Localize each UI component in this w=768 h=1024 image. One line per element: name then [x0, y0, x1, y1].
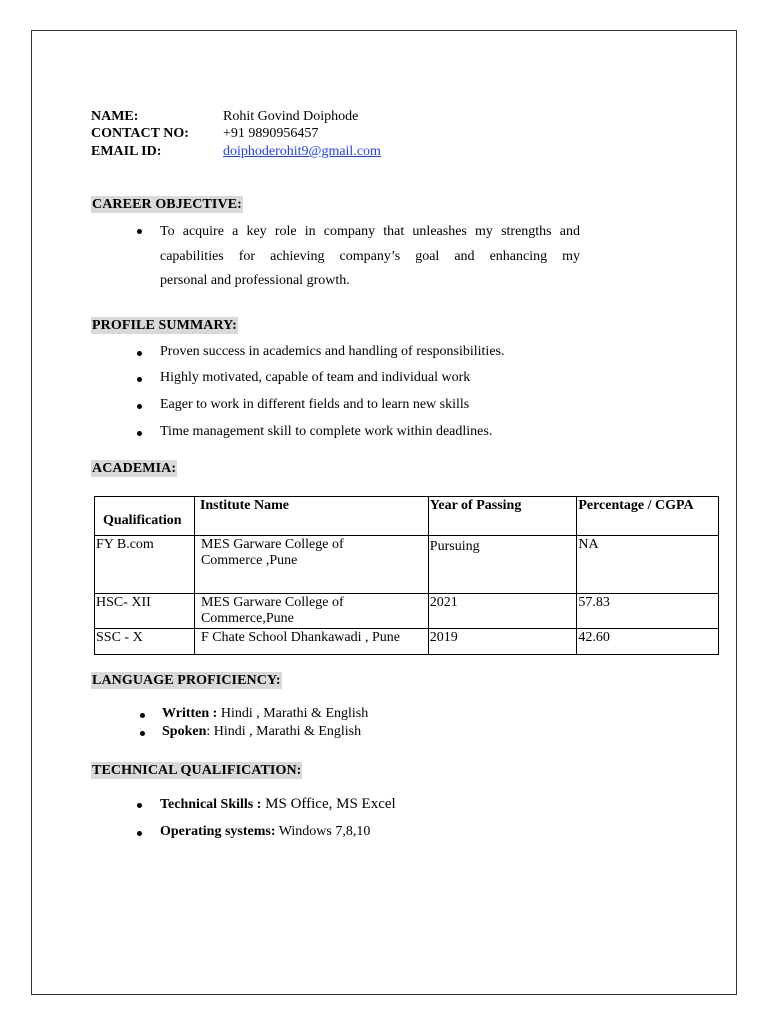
- cell-percentage: 42.60: [577, 629, 719, 655]
- table-row: [95, 629, 719, 655]
- cell-institute: [194, 594, 428, 629]
- cell-percentage: NA: [577, 536, 719, 594]
- cell-institute-line: Commerce,Pune: [200, 611, 294, 626]
- table-row: [95, 594, 719, 629]
- cell-percentage: 57.83: [577, 594, 719, 629]
- language-label: Written :: [162, 706, 218, 721]
- contact-label: CONTACT NO:: [91, 126, 189, 141]
- profile-summary-heading: PROFILE SUMMARY:: [92, 318, 237, 333]
- academia-heading: ACADEMIA:: [92, 461, 177, 476]
- language-value: Hindi , Marathi & English: [217, 706, 369, 721]
- language-value: : Hindi , Marathi & English: [206, 724, 362, 739]
- summary-item: Highly motivated, capable of team and individual work: [160, 370, 471, 385]
- objective-line: To acquire a key role in company that unleashes my strengths and: [160, 224, 580, 239]
- bullet-icon: [137, 831, 142, 836]
- technical-item: [160, 796, 396, 813]
- cell-qualification: FY B.com: [95, 536, 195, 594]
- header-institute: Institute Name: [194, 497, 428, 536]
- language-item: [162, 706, 368, 722]
- cell-qualification: SSC - X: [95, 629, 195, 655]
- bullet-icon: [137, 377, 142, 382]
- cell-year: 2021: [428, 594, 577, 629]
- cell-institute-line: Commerce ,Pune: [200, 553, 298, 568]
- cell-institute: F Chate School Dhankawadi , Pune: [194, 629, 428, 655]
- technical-label: Operating systems:: [160, 824, 276, 839]
- contact-value: +91 9890956457: [223, 126, 319, 141]
- bullet-icon: [137, 431, 142, 436]
- technical-item: [160, 824, 370, 840]
- name-value: Rohit Govind Doiphode: [223, 109, 359, 124]
- objective-line: personal and professional growth.: [160, 273, 350, 288]
- bullet-icon: [137, 404, 142, 409]
- header-year: Year of Passing: [428, 497, 577, 536]
- technical-heading: TECHNICAL QUALIFICATION:: [92, 763, 302, 778]
- header-qualification: Qualification: [95, 497, 195, 536]
- technical-value: Windows 7,8,10: [275, 824, 371, 839]
- header-percentage: Percentage / CGPA: [577, 497, 719, 536]
- language-label: Spoken: [162, 724, 207, 739]
- technical-value: MS Office, MS Excel: [261, 796, 396, 812]
- summary-item: Proven success in academics and handling of responsibilities.: [160, 344, 505, 359]
- language-heading: LANGUAGE PROFICIENCY:: [92, 673, 281, 688]
- summary-item: Time management skill to complete work within deadlines.: [160, 424, 493, 439]
- bullet-icon: [140, 731, 145, 736]
- bullet-icon: [137, 351, 142, 356]
- bullet-icon: [137, 803, 142, 808]
- cell-institute-line: MES Garware College of: [200, 537, 344, 552]
- technical-label: Technical Skills :: [160, 797, 262, 812]
- academia-table: [94, 496, 719, 655]
- name-label: NAME:: [91, 109, 139, 124]
- email-label: EMAIL ID:: [91, 144, 162, 159]
- bullet-icon: [140, 713, 145, 718]
- objective-line: capabilities for achieving company’s goal and enhancing my: [160, 249, 580, 264]
- table-row: [95, 536, 719, 594]
- language-item: [162, 724, 361, 740]
- cell-year: Pursuing: [428, 536, 577, 594]
- email-link[interactable]: doiphoderohit9@gmail.com: [223, 144, 381, 159]
- cell-institute: [194, 536, 428, 594]
- career-objective-heading: CAREER OBJECTIVE:: [92, 197, 242, 212]
- table-header-row: [95, 497, 719, 536]
- summary-item: Eager to work in different fields and to learn new skills: [160, 397, 470, 412]
- cell-year: 2019: [428, 629, 577, 655]
- bullet-icon: [137, 229, 142, 234]
- cell-institute-line: MES Garware College of: [200, 595, 344, 610]
- cell-qualification: HSC- XII: [95, 594, 195, 629]
